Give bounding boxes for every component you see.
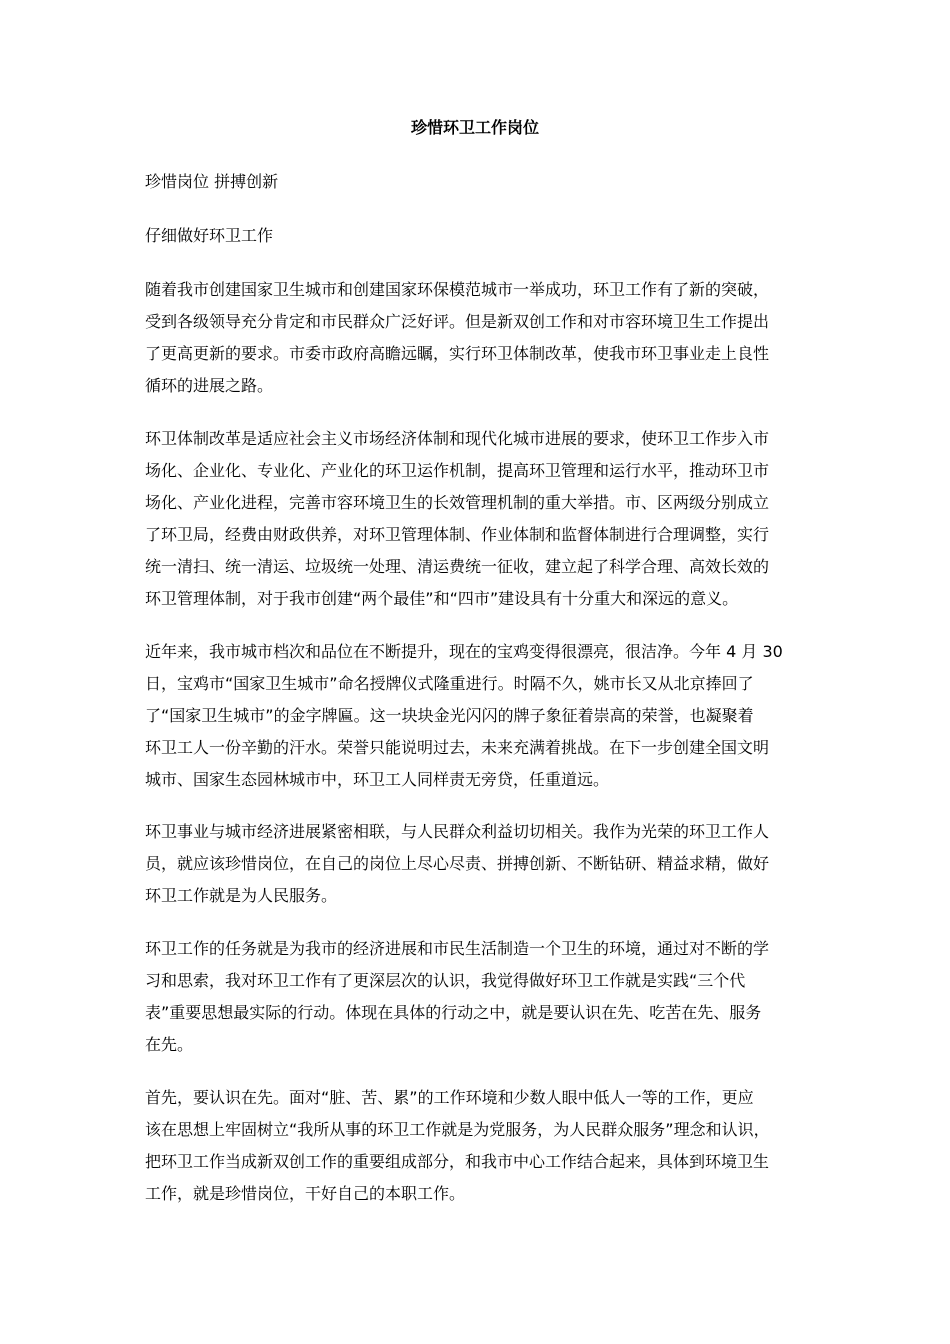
paragraph-line: 受到各级领导充分肯定和市民群众广泛好评。但是新双创工作和对市容环境卫生工作提出 <box>145 312 770 331</box>
paragraph-line: 在先。 <box>145 1035 194 1054</box>
paragraph-line: 了环卫局，经费由财政供养，对环卫管理体制、作业体制和监督体制进行合理调整，实行 <box>145 525 770 544</box>
paragraph-line: 随着我市创建国家卫生城市和创建国家环保模范城市一举成功，环卫工作有了新的突破， <box>145 280 770 299</box>
document-subtitle-2: 仔细做好环卫工作 <box>145 226 274 245</box>
paragraph-6 <box>145 1082 813 1210</box>
paragraph-line: 日，宝鸡市“国家卫生城市”命名授牌仪式隆重进行。时隔不久，姚市长又从北京捧回了 <box>145 674 754 693</box>
paragraph-line: 员，就应该珍惜岗位，在自己的岗位上尽心尽责、拼搏创新、不断钻研、精益求精，做好 <box>145 854 770 873</box>
paragraph-line: 环卫工作就是为人民服务。 <box>145 886 338 905</box>
paragraph-2 <box>145 423 813 615</box>
paragraph-line: 工作，就是珍惜岗位，干好自己的本职工作。 <box>145 1184 466 1203</box>
paragraph-line: 该在思想上牢固树立“我所从事的环卫工作就是为党服务，为人民群众服务”理念和认识， <box>145 1120 770 1139</box>
paragraph-line: 统一清扫、统一清运、垃圾统一处理、清运费统一征收，建立起了科学合理、高效长效的 <box>145 557 770 576</box>
paragraph-5 <box>145 933 813 1061</box>
document-title: 珍惜环卫工作岗位 <box>410 118 539 137</box>
paragraph-line: 场化、企业化、专业化、产业化的环卫运作机制，提高环卫管理和运行水平，推动环卫市 <box>145 461 770 480</box>
paragraph-line: 循环的进展之路。 <box>145 376 274 395</box>
paragraph-line: 了更高更新的要求。市委市政府高瞻远瞩，实行环卫体制改革，使我市环卫事业走上良性 <box>145 344 770 363</box>
paragraph-4 <box>145 816 813 912</box>
paragraph-line: 环卫管理体制，对于我市创建“两个最佳”和“四市”建设具有十分重大和深远的意义。 <box>145 589 739 608</box>
paragraph-line: 表”重要思想最实际的行动。体现在具体的行动之中，就是要认识在先、吃苦在先、服务 <box>145 1003 762 1022</box>
paragraph-1 <box>145 274 813 402</box>
paragraph-line: 首先，要认识在先。面对“脏、苦、累”的工作环境和少数人眼中低人一等的工作，更应 <box>145 1088 754 1107</box>
paragraph-line: 场化、产业化进程，完善市容环境卫生的长效管理机制的重大举措。市、区两级分别成立 <box>145 493 770 512</box>
paragraph-line: 环卫工作的任务就是为我市的经济进展和市民生活制造一个卫生的环境，通过对不断的学 <box>145 939 770 958</box>
paragraph-line: 近年来，我市城市档次和品位在不断提升，现在的宝鸡变得很漂亮，很洁净。今年 4 月 30 <box>145 642 783 661</box>
paragraph-3 <box>145 636 813 796</box>
paragraph-line: 把环卫工作当成新双创工作的重要组成部分，和我市中心工作结合起来，具体到环境卫生 <box>145 1152 770 1171</box>
paragraph-line: 环卫工人一份辛勤的汗水。荣誉只能说明过去，未来充满着挑战。在下一步创建全国文明 <box>145 738 770 757</box>
paragraph-line: 城市、国家生态园林城市中，环卫工人同样责无旁贷，任重道远。 <box>145 770 610 789</box>
paragraph-line: 习和思索，我对环卫工作有了更深层次的认识，我觉得做好环卫工作就是实践“三个代 <box>145 971 746 990</box>
paragraph-line: 了“国家卫生城市”的金字牌匾。这一块块金光闪闪的牌子象征着崇高的荣誉，也凝聚着 <box>145 706 754 725</box>
paragraph-line: 环卫体制改革是适应社会主义市场经济体制和现代化城市进展的要求，使环卫工作步入市 <box>145 429 770 448</box>
paragraph-line: 环卫事业与城市经济进展紧密相联，与人民群众利益切切相关。我作为光荣的环卫工作人 <box>145 822 770 841</box>
document-subtitle-1: 珍惜岗位 拼搏创新 <box>145 172 279 191</box>
